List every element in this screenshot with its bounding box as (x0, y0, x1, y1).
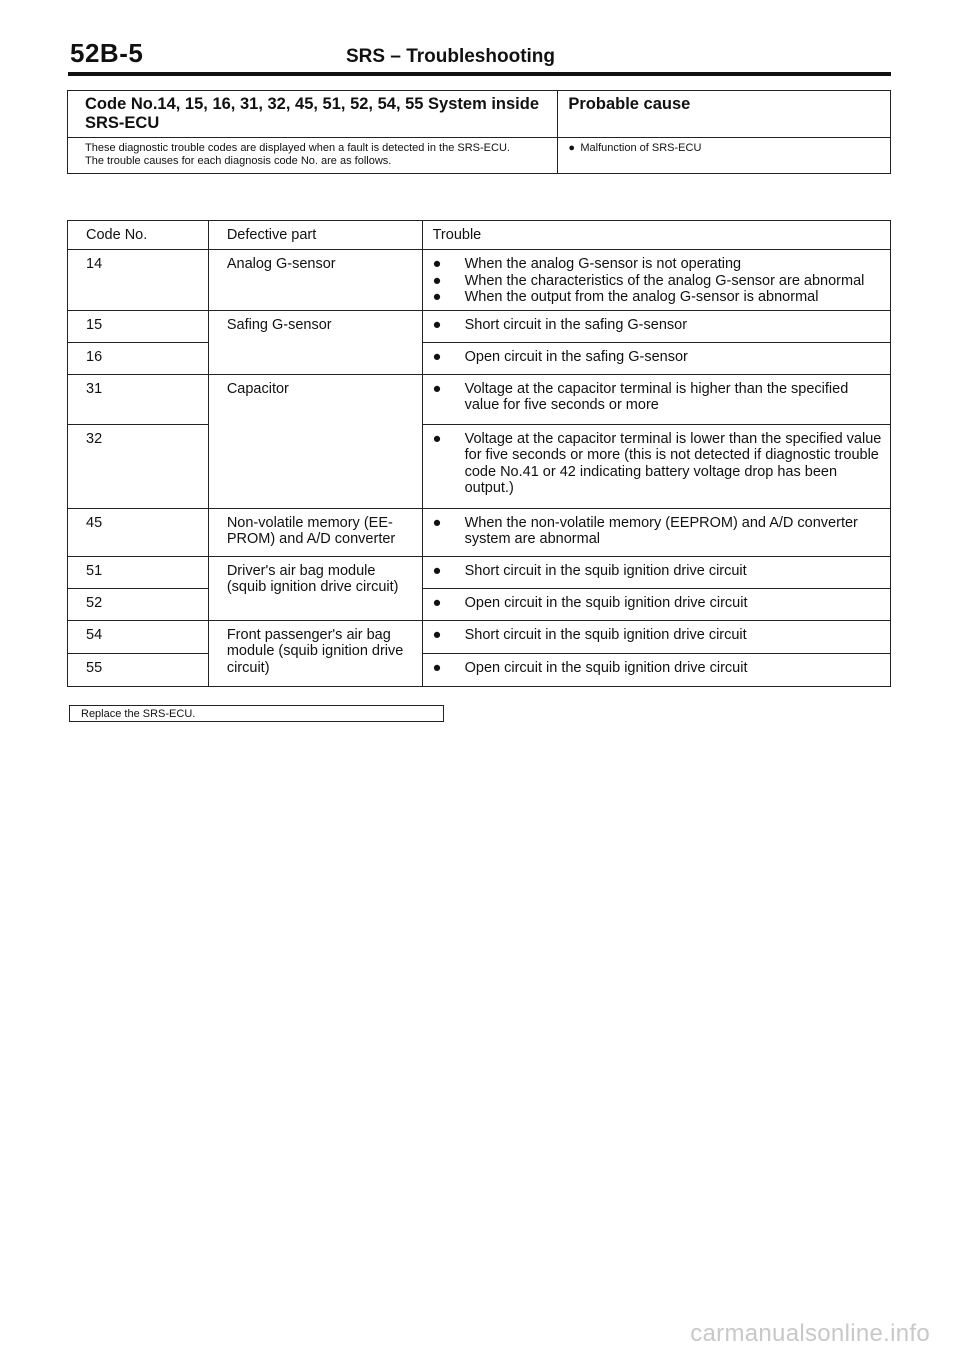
action-box: Replace the SRS-ECU. (69, 705, 444, 722)
watermark: carmanualsonline.info (690, 1320, 930, 1347)
bullet-icon: ● (432, 289, 442, 305)
part-cell: Analog G-sensor (208, 250, 422, 311)
table-row (68, 250, 891, 311)
trouble-item: ● Short circuit in the squib ignition drive circuit (432, 562, 747, 579)
code-cell: 55 (68, 653, 209, 686)
trouble-cell (422, 620, 890, 653)
table-row (68, 508, 891, 556)
trouble-column-header: Trouble (422, 221, 890, 250)
trouble-item: ● When the characteristics of the analog G-sensor are abnormal (432, 272, 865, 289)
trouble-item: ● When the non-volatile memory (EEPROM) and A/D converter system are abnormal (432, 514, 858, 547)
trouble-cell (422, 588, 890, 620)
header-rule (68, 72, 891, 76)
code-cell: 52 (68, 588, 209, 620)
code-system-heading: Code No.14, 15, 16, 31, 32, 45, 51, 52, 54, 55 System inside SRS-ECU (68, 91, 558, 138)
code-cell: 16 (68, 342, 209, 374)
probable-cause-heading: Probable cause (558, 91, 891, 138)
trouble-code-table (67, 220, 891, 687)
page-header (70, 38, 890, 70)
bullet-icon: ● (432, 594, 442, 611)
trouble-cell (422, 374, 890, 424)
trouble-cell (422, 653, 890, 686)
part-cell: Non-volatile memory (EE-PROM) and A/D converter (208, 508, 422, 556)
table-header-row (68, 221, 891, 250)
trouble-item: ● When the output from the analog G-sensor is abnormal (432, 289, 819, 305)
code-column-header: Code No. (68, 221, 209, 250)
code-cell: 32 (68, 424, 209, 508)
code-cell: 31 (68, 374, 209, 424)
code-cell: 14 (68, 250, 209, 311)
trouble-item: ● Open circuit in the squib ignition drive circuit (432, 659, 748, 676)
trouble-item: ● Open circuit in the safing G-sensor (432, 348, 688, 365)
trouble-item: ● Voltage at the capacitor terminal is lower than the specified value for five seconds or more (this is not detected if diagnostic trouble code No.41 or 42 indicating battery voltage drop has been output.) (432, 430, 882, 496)
table-row (68, 310, 891, 342)
bullet-icon: ● (432, 380, 442, 397)
trouble-cell (422, 424, 890, 508)
trouble-cell (422, 342, 890, 374)
trouble-item: ● Voltage at the capacitor terminal is higher than the specified value for five seconds or more (432, 380, 849, 413)
table-row (68, 342, 891, 374)
trouble-cell (422, 556, 890, 588)
part-column-header: Defective part (208, 221, 422, 250)
part-cell: Front passenger's air bag module (squib ignition drive circuit) (208, 620, 422, 686)
bullet-icon: ● (432, 430, 442, 447)
bullet-icon: ● (432, 256, 442, 272)
part-cell: Capacitor (208, 374, 422, 508)
probable-cause-table (67, 90, 891, 174)
trouble-cell (422, 310, 890, 342)
description-line: These diagnostic trouble codes are displayed when a fault is detected in the SRS-ECU. (85, 142, 510, 154)
page-number: 52B-5 (70, 38, 144, 68)
code-cell: 54 (68, 620, 209, 653)
trouble-cell (422, 508, 890, 556)
code-cell: 15 (68, 310, 209, 342)
probable-cause-item: Malfunction of SRS-ECU (580, 142, 702, 154)
trouble-item: ● Short circuit in the safing G-sensor (432, 316, 688, 333)
section-title: SRS – Troubleshooting (346, 46, 556, 67)
table-row (68, 620, 891, 653)
bullet-icon: ● (432, 272, 442, 289)
table-row (68, 424, 891, 508)
trouble-item: ● Open circuit in the squib ignition drive circuit (432, 594, 748, 611)
bullet-icon: ● (432, 316, 442, 333)
bullet-icon: ● (432, 659, 442, 676)
description-line: The trouble causes for each diagnosis code No. are as follows. (85, 155, 392, 167)
bullet-icon: ● (432, 562, 442, 579)
code-cell: 45 (68, 508, 209, 556)
bullet-icon: ● (432, 514, 442, 531)
table-row (68, 653, 891, 686)
trouble-item: ● Short circuit in the squib ignition drive circuit (432, 626, 747, 643)
bullet-icon: ● (432, 626, 442, 643)
part-cell: Driver's air bag module (squib ignition drive circuit) (208, 556, 422, 620)
bullet-icon: ● (568, 142, 576, 154)
code-cell: 51 (68, 556, 209, 588)
part-cell: Safing G-sensor (208, 310, 422, 374)
probable-cause-list (558, 138, 891, 174)
trouble-cell (422, 250, 890, 311)
code-description (68, 138, 558, 174)
table-row (68, 374, 891, 424)
table-row (68, 556, 891, 588)
table-row (68, 588, 891, 620)
trouble-item: ● When the analog G-sensor is not operating (432, 256, 742, 272)
bullet-icon: ● (432, 348, 442, 365)
